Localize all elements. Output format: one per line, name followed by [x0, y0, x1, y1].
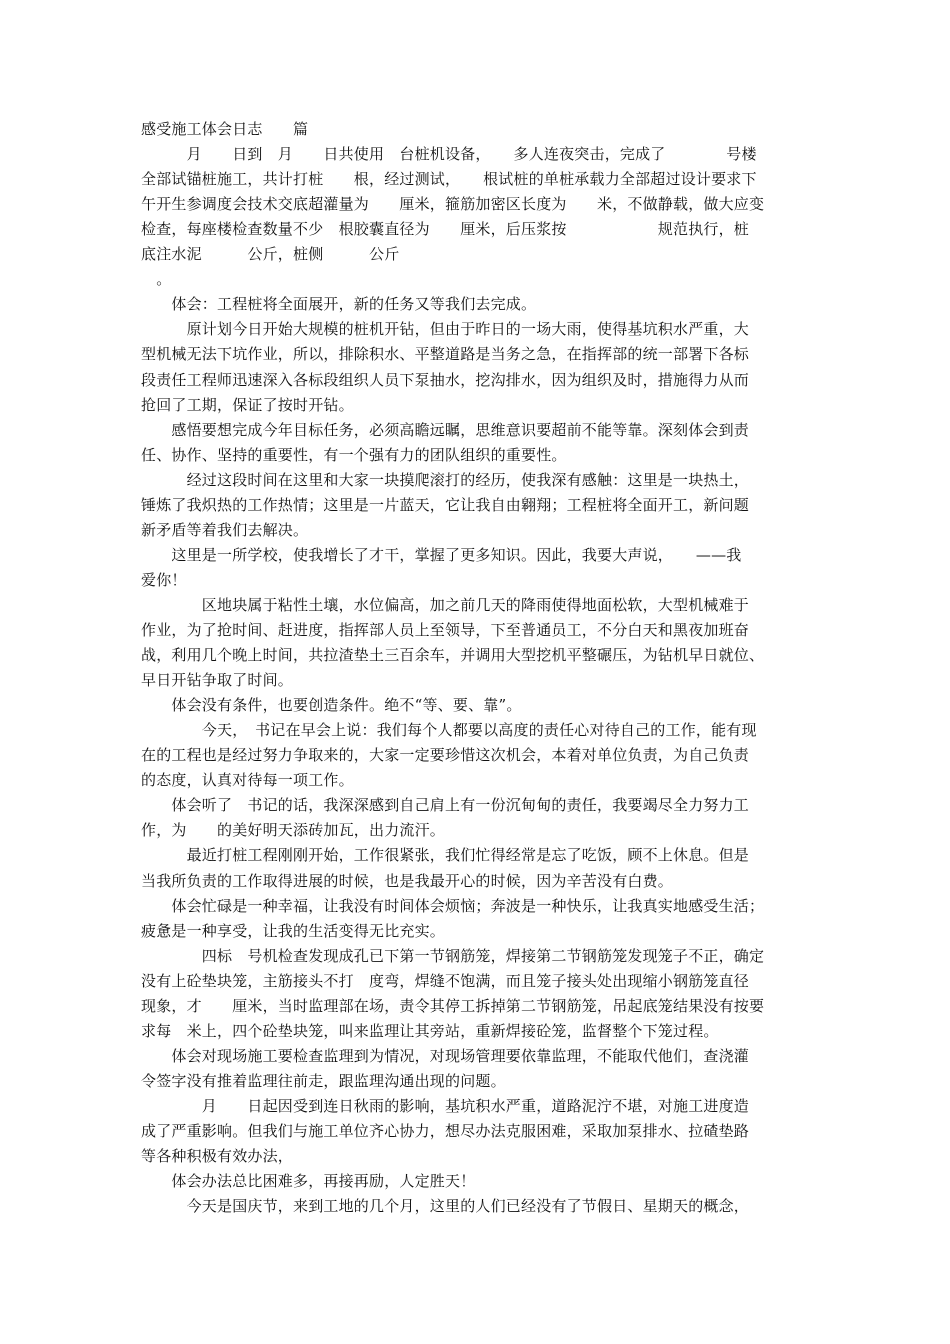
- text-line: 当我所负责的工作取得进展的时候，也是我最开心的时候，因为辛苦没有白费。: [141, 871, 674, 890]
- text-line: 全部试锚桩施工，共计打桩 根，经过测试， 根试桩的单桩承载力全部超过设计要求下: [141, 170, 757, 189]
- text-line: 经过这段时间在这里和大家一块摸爬滚打的经历，使我深有感触：这里是一块热土，: [141, 470, 750, 489]
- text-line: 求每 米上，四个砼垫块笼，叫来监理让其旁站，重新焊接砼笼，监督整个下笼过程。: [141, 1021, 719, 1040]
- text-line: 体会没有条件，也要创造条件。绝不“等、要、靠”。: [141, 696, 522, 715]
- text-line: 战，利用几个晚上时间，共拉渣垫土三百余车，并调用大型挖机平整碾压，为钻机早日就位、: [141, 646, 765, 664]
- text-line: 现象，才 厘米，当时监理部在场，责令其停工拆掉第二节钢筋笼，吊起底笼结果没有按要: [141, 996, 765, 1015]
- text-line: 底注水泥 公斤，桩侧 公斤: [141, 245, 400, 264]
- text-line: 没有上砼垫块笼，主筋接头不打 度弯，焊缝不饱满，而且笼子接头处出现缩小钢筋笼直径: [141, 971, 750, 990]
- text-line: 体会办法总比困难多，再接再励，人定胜天！: [141, 1172, 476, 1190]
- text-line: 体会忙碌是一种幸福，让我没有时间体会烦恼；奔波是一种快乐，让我真实地感受生活；: [141, 896, 765, 915]
- text-line: 体会对现场施工要检查监理到为情况，对现场管理要依靠监理，不能取代他们，查浇灌: [141, 1046, 750, 1065]
- text-line: 的态度，认真对待每一项工作。: [141, 771, 354, 790]
- text-line: 作业，为了抢时间、赶进度，指挥部人员上至领导，下至普通员工，不分白天和黑夜加班奋: [141, 621, 750, 639]
- text-line: 作，为 的美好明天添砖加瓦，出力流汗。: [141, 821, 446, 840]
- text-line: 午开生参调度会技术交底超灌量为 厘米，箍筋加密区长度为 米，不做静载，做大应变: [141, 195, 765, 214]
- text-line: 早日开钻争取了时间。: [141, 671, 294, 690]
- text-line: 检查，每座楼检查数量不少 根胶囊直径为 厘米，后压浆按 规范执行，桩: [141, 220, 750, 239]
- text-line: 抢回了工期，保证了按时开钻。: [141, 395, 354, 414]
- text-line: 等各种积极有效办法，: [141, 1147, 294, 1165]
- text-line: 原计划今日开始大规模的桩机开钻，但由于昨日的一场大雨，使得基坑积水严重，大: [141, 320, 750, 339]
- text-line: 成了严重影响。但我们与施工单位齐心协力，想尽办法克服困难，采取加泵排水、拉碴垫路: [141, 1122, 750, 1140]
- text-line: 四标 号机检查发现成孔已下第一节钢筋笼，焊接第二节钢筋笼发现笼子不正，确定: [141, 946, 765, 965]
- text-line: 新矛盾等着我们去解决。: [141, 520, 309, 539]
- text-line: 令签字没有推着监理往前走，跟监理沟通出现的问题。: [141, 1071, 506, 1090]
- text-line: 最近打桩工程刚刚开始，工作很紧张，我们忙得经常是忘了吃饭，顾不上休息。但是: [141, 846, 750, 865]
- text-line: 感悟要想完成今年目标任务，必须高瞻远瞩，思维意识要超前不能等靠。深刻体会到责: [141, 420, 750, 439]
- document-title: 感受施工体会日志 篇: [141, 120, 309, 138]
- text-line: 体会：工程桩将全面展开，新的任务又等我们去完成。: [141, 295, 537, 314]
- text-line: 在的工程也是经过努力争取来的，大家一定要珍惜这次机会，本着对单位负责，为自己负责: [141, 746, 750, 765]
- text-line: 任、协作、坚持的重要性，有一个强有力的团队组织的重要性。: [141, 445, 567, 464]
- text-line: 今天， 书记在早会上说：我们每个人都要以高度的责任心对待自己的工作，能有现: [141, 721, 757, 740]
- text-line: 体会听了 书记的话，我深深感到自己肩上有一份沉甸甸的责任，我要竭尽全力努力工: [141, 796, 750, 815]
- text-line: 。: [141, 270, 172, 289]
- text-line: 锤炼了我炽热的工作热情；这里是一片蓝天，它让我自由翱翔；工程桩将全面开工，新问题: [141, 495, 750, 514]
- text-line: 月 日起因受到连日秋雨的影响，基坑积水严重，道路泥泞不堪，对施工进度造: [141, 1096, 750, 1115]
- text-line: 区地块属于粘性土壤，水位偏高，加之前几天的降雨使得地面松软，大型机械难于: [141, 595, 750, 614]
- text-line: 月 日到 月 日共使用 台桩机设备， 多人连夜突击，完成了 号楼: [141, 145, 757, 163]
- text-line: 这里是一所学校，使我增长了才干，掌握了更多知识。因此，我要大声说， ——我: [141, 545, 742, 564]
- text-line: 疲惫是一种享受，让我的生活变得无比充实。: [141, 921, 446, 940]
- text-line: 段责任工程师迅速深入各标段组织人员下泵抽水，挖沟排水，因为组织及时，措施得力从而: [141, 370, 750, 389]
- text-line: 爱你！: [141, 570, 187, 589]
- text-line: 今天是国庆节，来到工地的几个月，这里的人们已经没有了节假日、星期天的概念，: [141, 1197, 750, 1216]
- text-line: 型机械无法下坑作业，所以，排除积水、平整道路是当务之急，在指挥部的统一部署下各标: [141, 345, 750, 364]
